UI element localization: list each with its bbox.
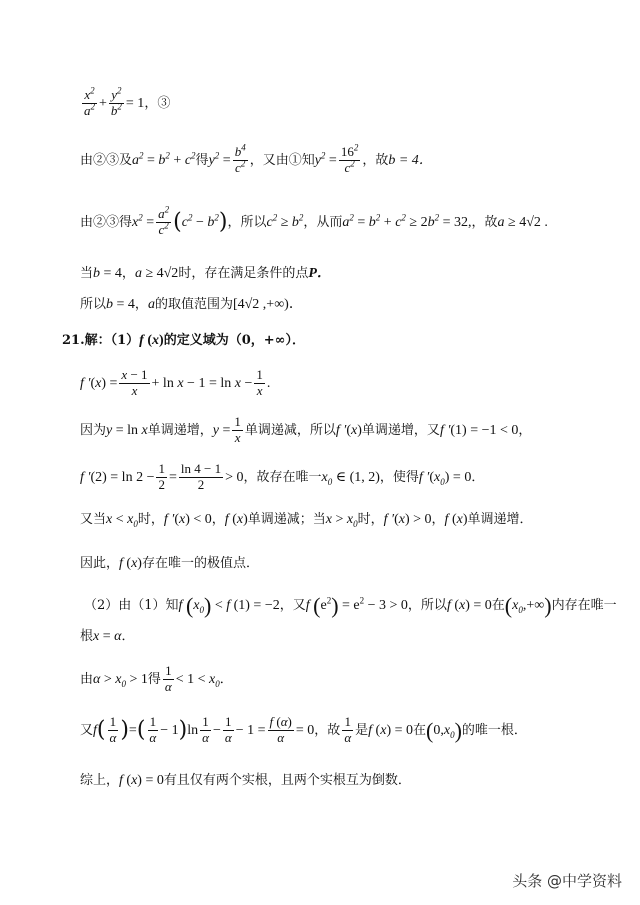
unique-zero-line: f ′(2) = ln 2 − $\frac{1}{2}$ = $\frac{\ln 4 - 1}{2}$ > 0，故存在唯一$x_0$ ∈ (1, 2)，使得f $'(x_0) = 0$． <box>80 461 485 492</box>
ellipse-equation-line: $\frac{x^2}{a^2}$ + $\frac{y^2}{b^2}$ = 1，③ <box>84 85 171 118</box>
root-alpha-line: 根x = α． <box>80 629 135 644</box>
monotonic-line: 因为y = ln x单调递增，y = $\frac{1}{x}$ 单调递减，所以f ′(x)单调递增，又f ′(1) = −1 < 0， <box>80 414 532 445</box>
exists-point-line: 当b = 4，a ≥ 4√2时，存在满足条件的点P． <box>80 266 331 281</box>
part2-line: （2）由（1）知f $(x_0) < f$ (1) = −2，又f $(e^2) = e^2 - 3 > 0$，所以f (x) = 0在$(x_0,+\infty)$内存在唯一 <box>84 593 617 618</box>
extreme-point-line: 因此，f (x)存在唯一的极值点． <box>80 556 259 571</box>
a-range-derivation-line: 由②③得$x^2$ = $\frac{a^2}{c^2}$ $(c^2 - b^2)$，所以$c^2 \ge b^2$，从而$a^2 = b^2 + c^2 \ge 2b^2 = 32$,，故a ≥ 4√2 . <box>80 204 548 237</box>
derivative-line: f ′(x) = $\frac{x - 1}{x}$ + ln x − 1 = ln x − $\frac{1}{x}$ . <box>80 367 271 398</box>
alpha-inequality-line: 由$\alpha > x_0 > 1$得 $\frac{1}{\alpha}$ < $1 < x_0$． <box>80 663 233 694</box>
sign-analysis-line: 又当$x < x_0$时，f ′(x) < 0，f (x)单调递减；当$x > x_0$时，f ′(x) > 0，f (x)单调递增． <box>80 512 533 529</box>
watermark: 头条 @中学资料 <box>512 872 622 890</box>
conclusion-line: 综上，f (x) = 0有且仅有两个实根，且两个实根互为倒数． <box>80 773 411 788</box>
b-value-line: 由②③及$a^2 = b^2 + c^2$得$y^2$ = $\frac{b^4}{c^2}$ ，又由①知$y^2$ = $\frac{16^2}{c^2}$ ，故b = 4． <box>80 142 433 175</box>
reciprocal-root-line: 又f( $\frac{1}{\alpha}$ )=( $\frac{1}{\alpha}$ − 1)ln $\frac{1}{\alpha}$ − $\frac{1}{\alpha}$ − 1 = $\frac{f (\alpha)}{\alpha}$ = 0，故 $\frac{1}{\alpha}$ 是f (x) = 0在$(0,x_0)$的唯一根． <box>80 714 527 745</box>
ellipse-suffix: ，③ <box>144 95 171 111</box>
question-21-heading: 21.解：（1）f (x)的定义域为（0，+∞）． <box>62 333 305 348</box>
answer-line: 所以b = 4，a的取值范围为[4√2 ,+∞)． <box>80 297 303 312</box>
